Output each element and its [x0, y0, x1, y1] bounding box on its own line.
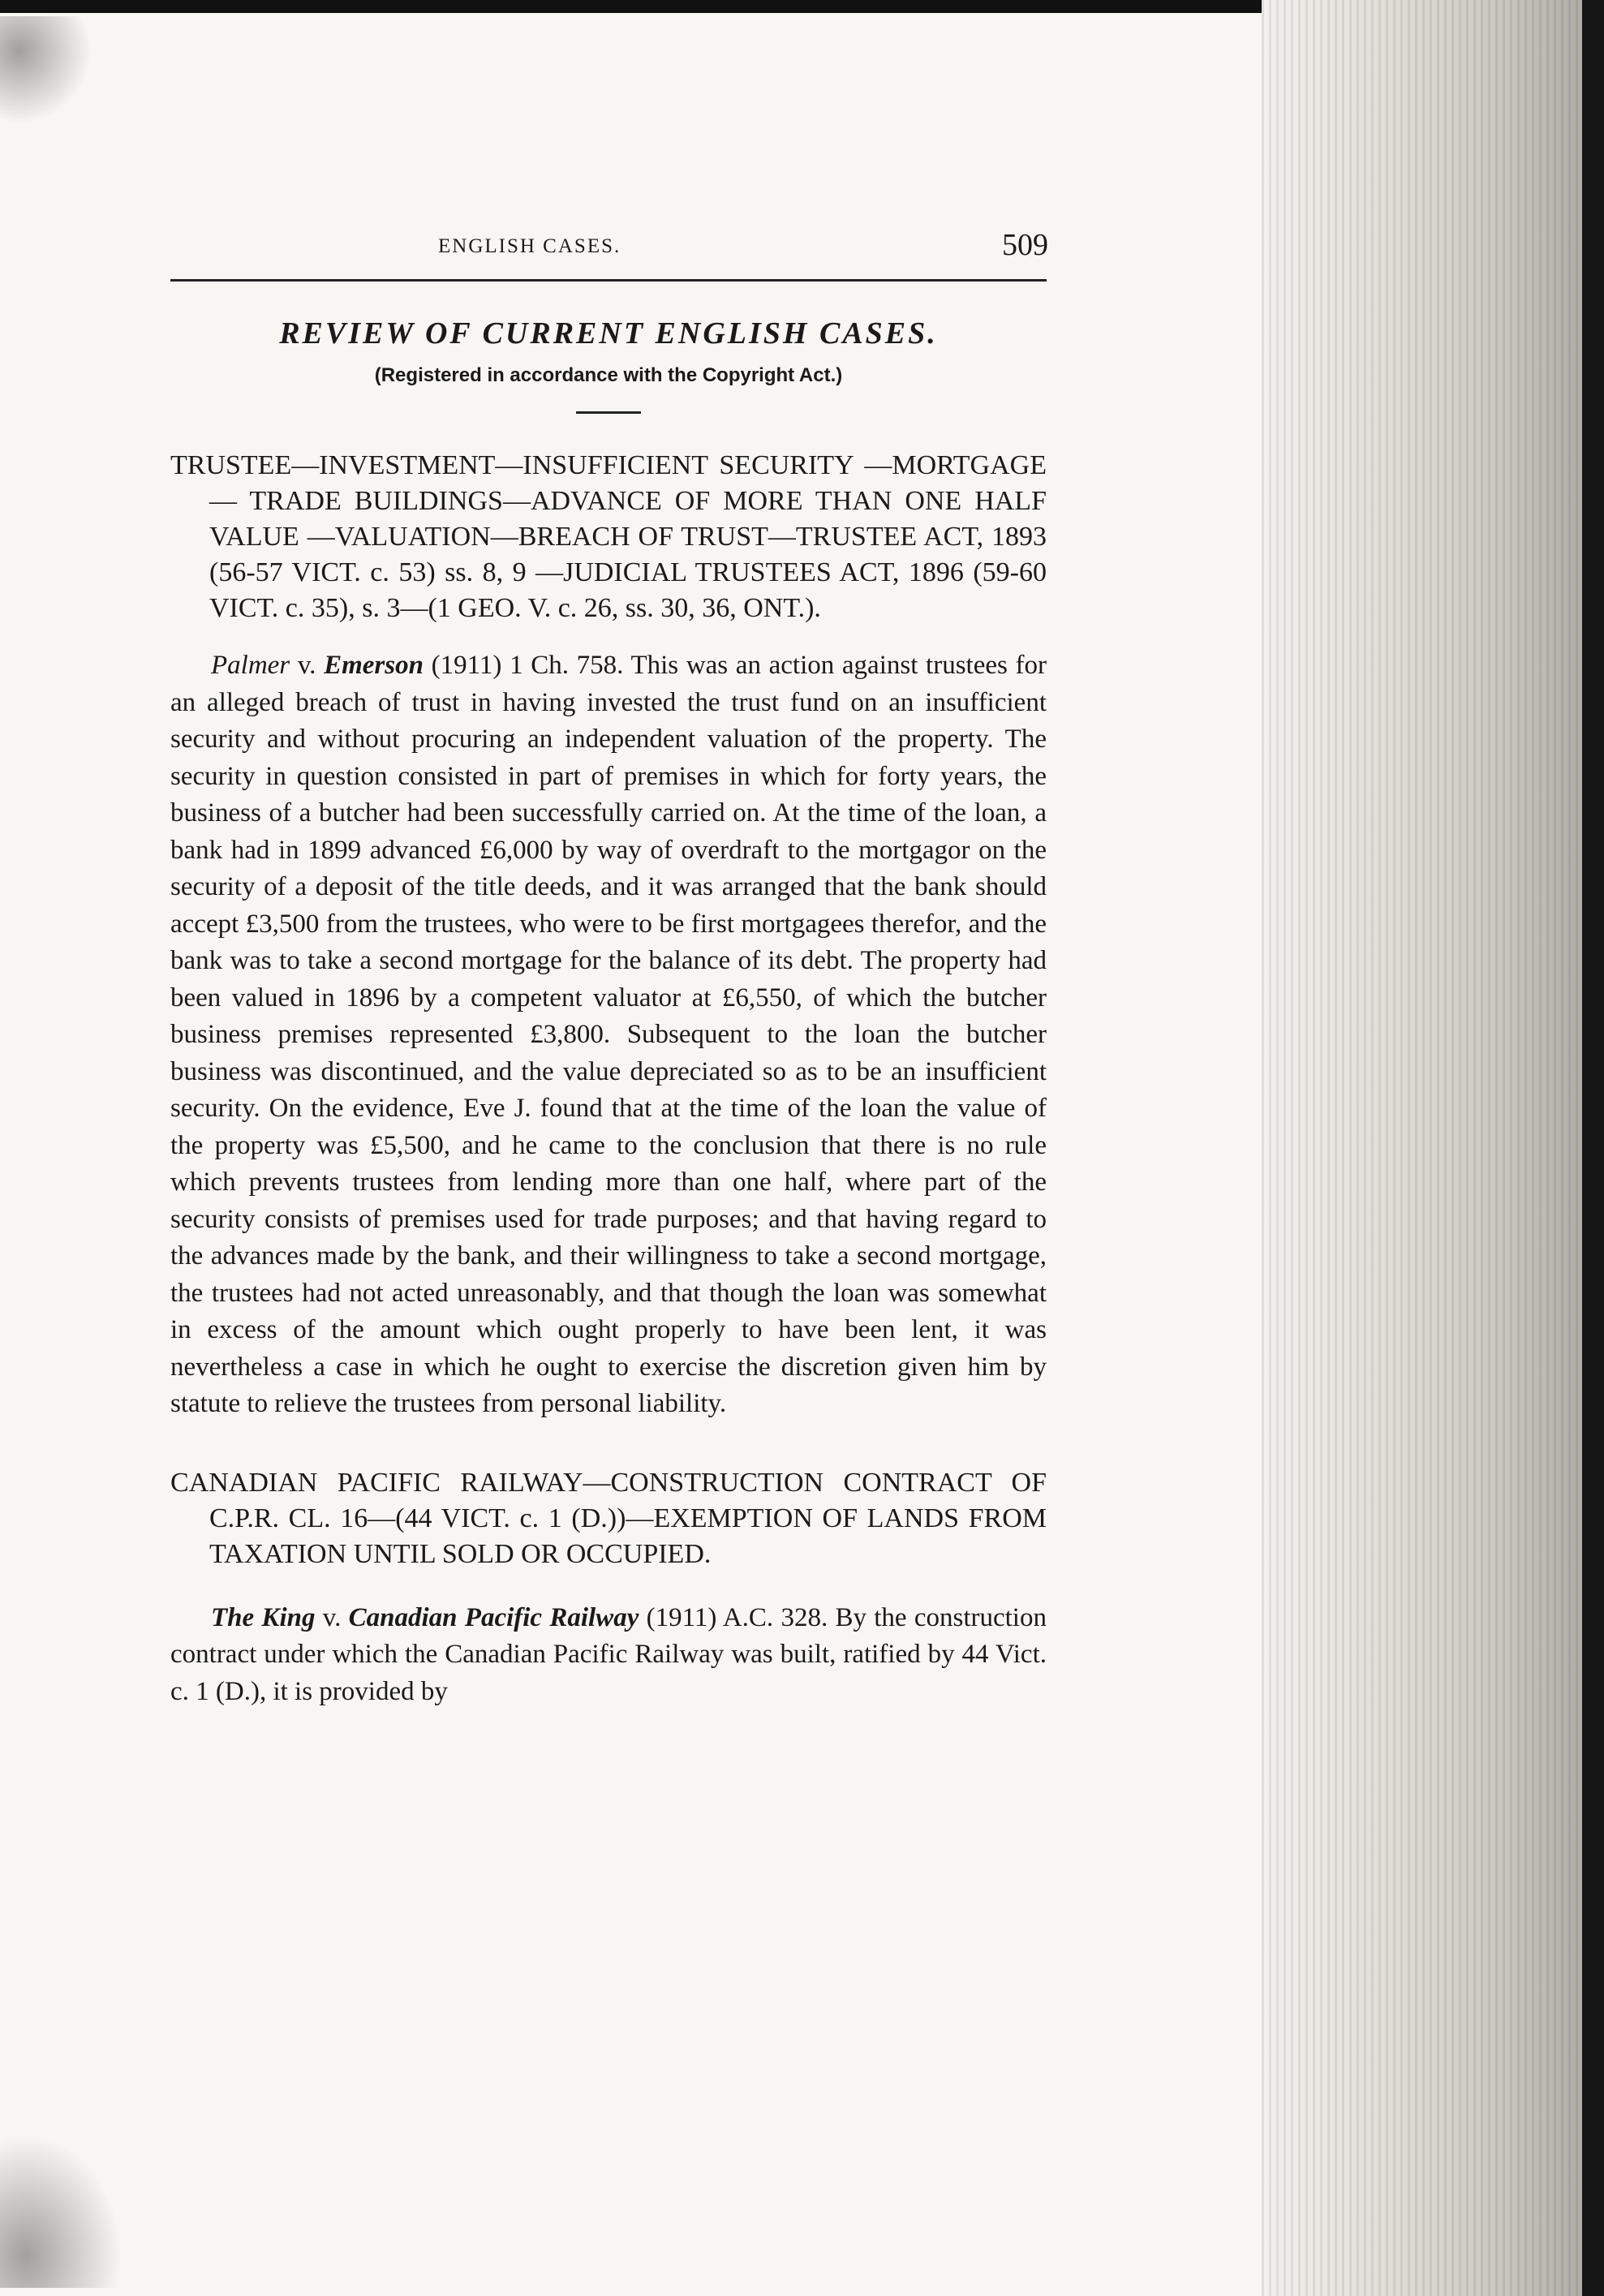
scan-corner-shadow-bottom [0, 2126, 130, 2288]
case-2-reference: (1911) A.C. 328. [639, 1602, 836, 1632]
case-2-party-1: The King [211, 1602, 316, 1632]
case-1-reference: (1911) 1 Ch. 758. [423, 651, 631, 680]
running-title: ENGLISH CASES. [438, 235, 621, 257]
copyright-note: (Registered in accordance with the Copyright Act.) [374, 364, 843, 386]
running-head [170, 227, 1047, 276]
case-2-party-2: Canadian Pacific Railway [348, 1602, 639, 1632]
scan-corner-shadow [0, 16, 97, 130]
case-body-1 [170, 647, 1047, 1423]
case-1-party-1: Palmer [211, 651, 290, 680]
case-2-text: By the construction contract under which the Canadian Pacific Railway was built, ratified by 44 Vict. c. 1 (D.), it is provided by [170, 1602, 1047, 1706]
case-heading-2: CANADIAN PACIFIC RAILWAY—CONSTRUCTION CONTRACT OF C.P.R. CL. 16—(44 VICT. c. 1 (D.))—EXEMPTION OF LANDS FROM TAXATION UNTIL SOLD OR OCCUPIED. [170, 1467, 1047, 1569]
page-number: 509 [1002, 228, 1048, 262]
book-spine-gutter [1262, 0, 1604, 2296]
document-page [170, 227, 1047, 1737]
case-heading-1: TRUSTEE—INVESTMENT—INSUFFICIENT SECURITY —MORTGAGE— TRADE BUILDINGS—ADVANCE OF MORE THAN ONE HALF VALUE —VALUATION—BREACH OF TRUST—TRUSTEE ACT, 1893 (56-57 VICT. c. 53) ss. 8, 9 —JUDICIAL TRUSTEES ACT, 1896 (59-60 VICT. c. 35), s. 3—(1 GEO. V. c. 26, ss. 30, 36, ONT.). [170, 450, 1047, 623]
section-divider [576, 411, 641, 414]
case-1-versus: v. [290, 651, 325, 680]
case-1-party-2: Emerson [324, 651, 424, 680]
header-rule [170, 279, 1047, 282]
section-title: REVIEW OF CURRENT ENGLISH CASES. [279, 316, 938, 350]
case-2-versus: v. [315, 1602, 349, 1632]
book-spine-edge [1582, 0, 1604, 2296]
case-body-2 [170, 1600, 1047, 1711]
case-1-text: This was an action against trustees for an alleged breach of trust in having invested the trust fund on an insufficient security and without procuring an independent valuation of the property. The security in question consisted in part of premises in which for forty years, the business of a butcher had been successfully carried on. At the time of the loan, a bank had in 1899 advanced £6,000 by way of overdraft to the mortgagor on the security of a deposit of the title deeds, and it was arranged that the bank should accept £3,500 from the trustees, who were to be first mortgagees therefor, and the bank was to take a second mortgage for the balance of its debt. The property had been valued in 1896 by a competent valuator at £6,550, of which the butcher business premises represented £3,800. Subsequent to the loan the butcher business was discontinued, and the value depreciated so as to be an insufficient security. On the evidence, Eve J. found that at the time of the loan the value of the property was £5,500, and he came to the conclusion that there is no rule which prevents trustees from lending more than one half, where part of the security consists of premises used for trade purposes; and that having regard to the advances made by the bank, and their willingness to take a second mortgage, the trustees had not acted unreasonably, and that though the loan was somewhat in excess of the amount which ought properly to have been lent, it was nevertheless a case in which he ought to exercise the discretion given him by statute to relieve the trustees from personal liability. [170, 651, 1047, 1418]
